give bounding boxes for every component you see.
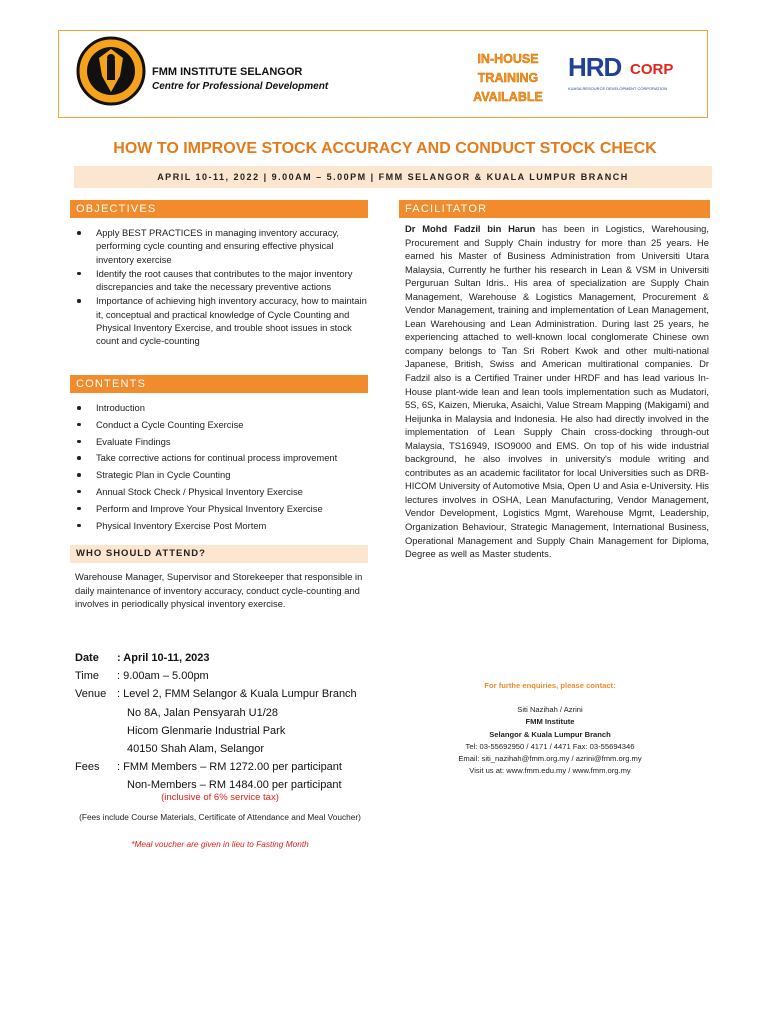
list-item: Strategic Plan in Cycle Counting <box>75 468 367 481</box>
date-value: : April 10-11, 2023 <box>117 652 210 664</box>
list-item: Take corrective actions for continual process improvement <box>75 451 367 464</box>
hrd-logo-subtitle: KUASA RESOURCE DEVELOPMENT CORPORATION <box>568 86 667 91</box>
contact-block <box>400 680 700 777</box>
fees-line: : FMM Members – RM 1272.00 per participant <box>117 761 342 774</box>
list-item: Identify the root causes that contributes to the major inventory discrepancies and take the necessary preventive actions <box>75 267 367 294</box>
fmm-institute-logo <box>76 36 146 106</box>
list-item: Apply BEST PRACTICES in managing inventory accuracy, performing cycle counting and ensuring effective physical inventory exercise <box>75 226 367 266</box>
meal-voucher-note: *Meal voucher are given in lieu to Fasting Month <box>131 839 309 849</box>
list-item: Physical Inventory Exercise Post Mortem <box>75 519 367 532</box>
who-should-attend-heading: WHO SHOULD ATTEND? <box>70 545 368 563</box>
venue-line: 40150 Shah Alam, Selangor <box>127 742 264 755</box>
contact-email: Email: siti_nazihah@fmm.org.my / azrini@fmm.org.my <box>458 754 642 764</box>
time-value: : 9.00am – 5.00pm <box>117 670 209 683</box>
course-date-bar: APRIL 10-11, 2022 | 9.00AM – 5.00PM | FMM SELANGOR & KUALA LUMPUR BRANCH <box>74 166 712 188</box>
badge-line: AVAILABLE <box>473 90 543 104</box>
date-label: Date <box>75 652 99 664</box>
venue-line: : Level 2, FMM Selangor & Kuala Lumpur Branch <box>117 688 357 701</box>
list-item: Annual Stock Check / Physical Inventory Exercise <box>75 485 367 498</box>
objectives-heading: OBJECTIVES <box>70 200 368 218</box>
facilitator-bio-text: has been in Logistics, Warehousing, Procurement and Supply Chain industry for more than 25 years. He earned his Master of Business Administration from Universiti Utara Malaysia, Currently he further his research in Lean & VSM in Universiti Perguruan Sultan Idris.. His area of specialization are Supply Chain Management, Warehouse & Logistics Management, Procurement & Vendor Management, training and implementation of Lean Management, Lean Warehousing and Lean Administration. During last 25 years, he experiencing attached to well-known local conglomerate Chinese own company belongs to Tan Sri Robert Kwok and other multi-national Japanese, British, Swiss and American multirational companies. Dr Fadzil also is a Certified Trainer under HRDF and has lead various In-House plant-wide lean and lean tools implementation such as Mudatori, 5S, 6S, Kaizen, Mieruka, Asaichi, Value Stream Mapping (Makigami) and Heijunka in Malaysia and Indonesia. He also had directly involved in the implementation of Lean Supply Chain cross-docking through-out Malaysia, TS16949, ISO9000 and EMS. On top of his wide industrial background, he also involves in university's module writing and contributes as an academic facilitator for local Universities such as DRB-HICOM University of Automotive Msia, Open U and Asia e-University. His lectures involves in OSHA, Lean Manufacturing, Vendor Management, Vendor Development, Logistics Mgmt, Warehouse Mgmt, Leadership, Organization Behaviour, Strategic Management, International Business, Operational Management and Supply Chain Management for Diploma, Degree as well as Master students. <box>405 223 709 560</box>
list-item: Perform and Improve Your Physical Inventory Exercise <box>75 502 367 515</box>
contact-branch: Selangor & Kuala Lumpur Branch <box>489 729 611 739</box>
contact-org: FMM Institute <box>525 717 575 727</box>
fees-label: Fees <box>75 761 100 774</box>
badge-line: IN-HOUSE <box>477 52 539 66</box>
venue-label: Venue <box>75 688 107 701</box>
hrd-logo-corp: CORP <box>630 61 674 78</box>
facilitator-name: Dr Mohd Fadzil bin Harun <box>405 223 536 234</box>
time-label: Time <box>75 670 100 683</box>
hrd-corp-logo <box>568 52 692 98</box>
objectives-list <box>75 226 367 349</box>
venue-line: Hicom Glenmarie Industrial Park <box>127 724 286 737</box>
hrd-logo-text: HRD <box>568 52 622 82</box>
contact-phone: Tel: 03-55692950 / 4171 / 4471 Fax: 03-55694346 <box>465 741 635 751</box>
list-item: Introduction <box>75 401 367 414</box>
contact-heading: For furthe enquiries, please contact: <box>484 681 616 690</box>
org-subtitle: Centre for Professional Development <box>152 81 329 92</box>
facilitator-heading: FACILITATOR <box>399 200 710 218</box>
list-item: Importance of achieving high inventory accuracy, how to maintain it, conceptual and practical knowledge of Cycle Counting and Physical Inventory Exercise, and trouble shoot issues in stock count and cycle-counting <box>75 294 367 347</box>
contents-list <box>75 401 367 535</box>
contact-person: Siti Nazihah / Azrini <box>517 705 583 715</box>
who-should-attend-text: Warehouse Manager, Supervisor and Storekeeper that responsible in daily maintenance of inventory accuracy, conduct cycle-counting and involves in periodically physical inventory exercise. <box>75 571 363 609</box>
fees-line: Non-Members – RM 1484.00 per participant <box>127 779 342 792</box>
course-title: HOW TO IMPROVE STOCK ACCURACY AND CONDUCT STOCK CHECK <box>113 140 657 157</box>
contents-heading: CONTENTS <box>70 375 368 393</box>
venue-line: No 8A, Jalan Pensyarah U1/28 <box>127 706 279 719</box>
list-item: Conduct a Cycle Counting Exercise <box>75 418 367 431</box>
badge-line: TRAINING <box>477 71 539 85</box>
list-item: Evaluate Findings <box>75 435 367 448</box>
service-tax-note: (inclusive of 6% service tax) <box>161 792 279 803</box>
org-name: FMM INSTITUTE SELANGOR <box>152 66 303 78</box>
contact-website: Visit us at: www.fmm.edu.my / www.fmm.org.my <box>469 766 631 776</box>
inhouse-training-badge <box>462 50 554 107</box>
facilitator-bio <box>405 222 709 561</box>
fees-include-note: (Fees include Course Materials, Certificate of Attendance and Meal Voucher) <box>79 812 361 822</box>
